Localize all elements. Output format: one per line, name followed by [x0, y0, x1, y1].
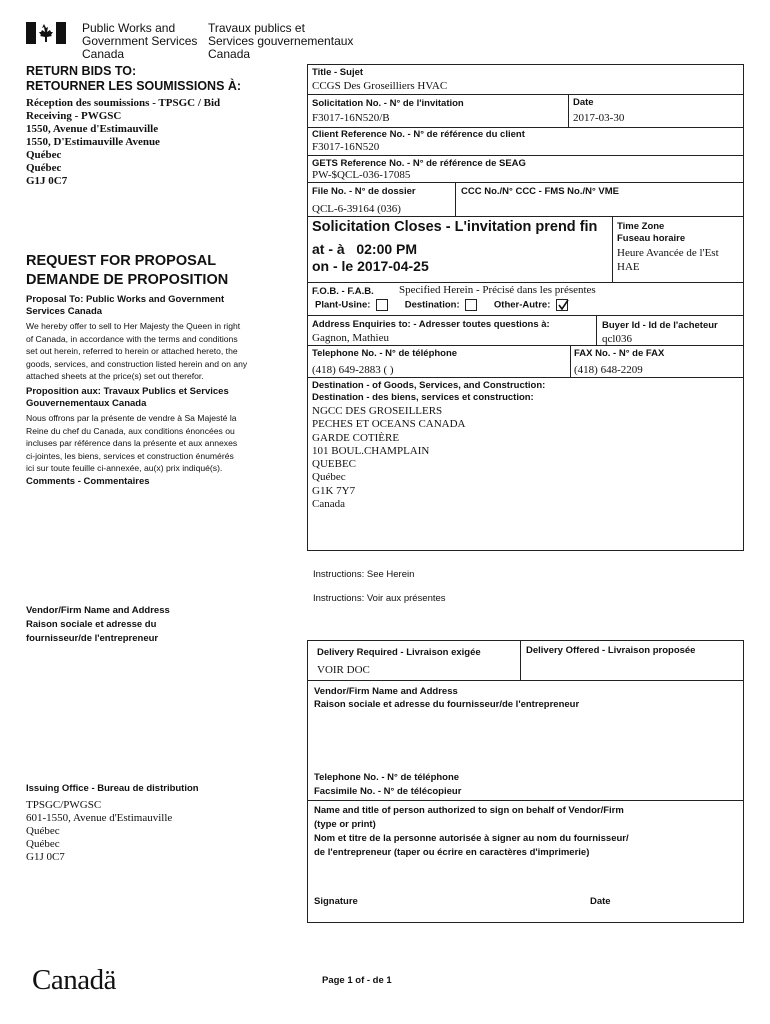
time-zone-value[interactable]: [617, 246, 719, 274]
rfp-title-line: REQUEST FOR PROPOSAL: [26, 253, 217, 269]
address-enquiries-label: Address Enquiries to: - Adresser toutes questions à:: [312, 319, 550, 330]
address-line: Québec: [26, 162, 62, 174]
label-line: Destination - des biens, services et construction:: [312, 392, 534, 403]
address-enquiries-value[interactable]: Gagnon, Mathieu: [312, 332, 389, 344]
label-line: Proposition aux: Travaux Publics et Services: [26, 386, 229, 397]
other-label: Other-Autre:: [493, 299, 551, 311]
dept-fr-line: Services gouvernementaux: [208, 34, 354, 48]
text-line: Reine du chef du Canada, aux conditions énoncées ou: [26, 425, 235, 436]
divider: [455, 182, 456, 216]
delivery-required-value[interactable]: VOIR DOC: [317, 664, 370, 676]
label-line: fournisseur/de l'entrepreneur: [26, 633, 159, 644]
divider: [307, 155, 744, 156]
canada-wordmark: Canadä: [32, 964, 116, 996]
label-line: de l'entrepreneur (taper ou écrire en caractères d'imprimerie): [314, 847, 590, 858]
tel-fax-label: [314, 771, 461, 799]
divider: [307, 680, 744, 681]
value-line: Québec: [312, 471, 346, 484]
checkmark-icon: [557, 299, 569, 311]
vendor-name-label: [314, 685, 579, 711]
dept-en-line: Government Services: [82, 34, 198, 48]
fob-options: [315, 299, 568, 311]
divider: [520, 640, 521, 680]
issuing-office-label: Issuing Office - Bureau de distribution: [26, 783, 199, 794]
dept-en-line: Public Works and: [82, 21, 176, 35]
label-line: Telephone No. - N° de téléphone: [314, 772, 460, 783]
solicitation-value[interactable]: F3017-16N520/B: [312, 112, 390, 124]
label-line: (type or print): [314, 819, 376, 830]
rfp-title: [26, 252, 228, 290]
text-line: incluses par référence dans la présente et aux annexes: [26, 438, 238, 448]
text-line: Nous offrons par la présente de vendre à Sa Majesté la: [26, 413, 237, 423]
text-line: ici sur toute feuille ci-annexée, au(x) prix indiqué(s).: [26, 463, 223, 473]
ccc-number-label: CCC No./N° CCC - FMS No./N° VME: [461, 186, 620, 197]
time-zone-label: [617, 221, 685, 245]
rfp-title-line: DEMANDE DE PROPOSITION: [26, 272, 229, 288]
issuing-office-address: [26, 799, 172, 864]
client-reference-value[interactable]: F3017-16N520: [312, 141, 380, 153]
divider: [596, 315, 597, 345]
destination-goods-value[interactable]: [312, 405, 466, 511]
closing-date: [312, 258, 429, 274]
label-line: Facsimile No. - N° de télécopieur: [314, 786, 462, 797]
solicitation-label: Solicitation No. - N° de l'invitation: [312, 98, 464, 109]
destination-goods-label: [312, 380, 545, 404]
label-line: Services Canada: [26, 306, 103, 317]
address-line: Québec: [26, 825, 60, 837]
value-line: G1K 7Y7: [312, 484, 356, 497]
address-line: 1550, Avenue d'Estimauville: [26, 123, 159, 135]
file-number-value[interactable]: QCL-6-39164 (036): [312, 203, 401, 215]
value-line: PECHES ET OCEANS CANADA: [312, 418, 466, 431]
solicitation-closes-label: Solicitation Closes - L'invitation prend fin: [312, 219, 598, 235]
client-reference-label: Client Reference No. - N° de référence du client: [312, 129, 525, 140]
instructions-en: Instructions: See Herein: [313, 569, 415, 580]
delivery-offered-label: Delivery Offered - Livraison proposée: [526, 645, 696, 656]
value-line: NGCC DES GROSEILLERS: [312, 405, 443, 417]
value-line: HAE: [617, 261, 640, 273]
address-line: 1550, D'Estimauville Avenue: [26, 136, 160, 148]
delivery-required-label: Delivery Required - Livraison exigée: [317, 647, 481, 658]
closing-date-value[interactable]: 2017-04-25: [357, 258, 429, 274]
destination-label: Destination:: [404, 299, 460, 311]
text-line: attached sheets at the price(s) set out therefor.: [26, 371, 204, 381]
divider: [307, 282, 744, 283]
authorized-person-label: [314, 804, 629, 860]
value-line: 101 BOUL.CHAMPLAIN: [312, 444, 430, 457]
divider: [612, 216, 613, 282]
page-number: Page 1 of - de 1: [322, 975, 392, 986]
divider: [307, 216, 744, 217]
fax-label: FAX No. - N° de FAX: [574, 348, 665, 359]
value-line: GARDE COTIÈRE: [312, 431, 400, 444]
vendor-firm-label: [26, 604, 170, 646]
closing-time-value[interactable]: 02:00 PM: [356, 241, 418, 257]
divider: [307, 315, 744, 316]
proposition-label: [26, 386, 229, 410]
proposal-to-label: [26, 294, 224, 318]
divider: [307, 127, 744, 128]
gets-reference-value[interactable]: PW-$QCL-036-17085: [312, 169, 411, 181]
return-bids-address: [26, 97, 220, 188]
divider: [570, 345, 571, 377]
label-line: Nom et titre de la personne autorisée à signer au nom du fournisseur/: [314, 833, 629, 844]
divider: [307, 345, 744, 346]
date-label: Date: [573, 97, 594, 108]
dept-fr-line: Travaux publics et: [208, 21, 305, 35]
fax-value[interactable]: (418) 648-2209: [574, 364, 643, 376]
title-value[interactable]: CCGS Des Groseilliers HVAC: [312, 80, 448, 92]
telephone-value[interactable]: (418) 649-2883 ( ): [312, 364, 394, 376]
address-line: Québec: [26, 149, 62, 161]
fob-value[interactable]: Specified Herein - Précisé dans les présentes: [399, 284, 596, 296]
value-line: QUEBEC: [312, 458, 356, 471]
plant-checkbox[interactable]: [376, 299, 388, 311]
address-line: 601-1550, Avenue d'Estimauville: [26, 812, 173, 824]
divider: [568, 94, 569, 127]
divider: [307, 94, 744, 95]
at-label: at - à: [312, 241, 345, 257]
text-line: goods, services, and construction listed herein and on any: [26, 358, 248, 369]
address-line: Réception des soumissions - TPSGC / Bid: [26, 97, 221, 109]
authorized-person-field[interactable]: [312, 862, 740, 890]
label-line: Raison sociale et adresse du: [26, 619, 157, 630]
gets-reference-label: GETS Reference No. - N° de référence de SEAG: [312, 158, 526, 169]
label-line: Destination - of Goods, Services, and Construction:: [312, 380, 546, 391]
text-line: of Canada, in accordance with the terms and conditions: [26, 333, 238, 344]
value-line: Canada: [312, 498, 345, 511]
file-number-label: File No. - N° de dossier: [312, 186, 416, 197]
label-line: Fuseau horaire: [617, 233, 686, 244]
text-line: ci-jointes, les biens, services et construction énumérés: [26, 450, 234, 461]
signature-date-label: Date: [590, 896, 611, 907]
label-line: Proposal To: Public Works and Government: [26, 294, 225, 305]
address-line: G1J 0C7: [26, 851, 65, 863]
plant-label: Plant-Usine:: [315, 299, 371, 311]
buyer-id-label: Buyer Id - Id de l'acheteur: [602, 320, 718, 331]
text-line: We hereby offer to sell to Her Majesty the Queen in right: [26, 321, 241, 331]
value-line: Heure Avancée de l'Est: [617, 247, 719, 259]
divider: [307, 377, 744, 378]
vendor-name-field[interactable]: [312, 712, 740, 768]
department-name-fr: [208, 22, 353, 61]
label-line: Raison sociale et adresse du fournisseur/de l'entrepreneur: [314, 699, 580, 710]
return-bids-title: [26, 64, 241, 94]
proposition-text: [26, 412, 237, 475]
address-line: Receiving - PWGSC: [26, 110, 122, 122]
label-line: Name and title of person authorized to sign on behalf of Vendor/Firm: [314, 805, 624, 816]
buyer-id-value[interactable]: qcl036: [602, 333, 632, 345]
closing-time: [312, 241, 417, 257]
return-bids-title-line: RETURN BIDS TO:: [26, 64, 137, 78]
address-line: Québec: [26, 838, 60, 850]
date-value[interactable]: 2017-03-30: [573, 112, 625, 124]
dept-en-line: Canada: [82, 47, 125, 61]
label-line: Vendor/Firm Name and Address: [26, 605, 170, 616]
title-label: Title - Sujet: [312, 67, 364, 78]
divider: [307, 182, 744, 183]
fob-label: F.O.B. - F.A.B.: [312, 286, 374, 297]
return-bids-title-line: RETOURNER LES SOUMISSIONS À:: [26, 79, 242, 93]
divider: [307, 800, 744, 801]
address-line: TPSGC/PWGSC: [26, 799, 102, 811]
label-line: Vendor/Firm Name and Address: [314, 686, 458, 697]
text-line: set out herein, referred to herein or attached hereto, the: [26, 346, 238, 356]
label-line: Gouvernementaux Canada: [26, 398, 147, 409]
department-name-en: [82, 22, 197, 61]
instructions-fr: Instructions: Voir aux présentes: [313, 593, 446, 604]
telephone-label: Telephone No. - N° de téléphone: [312, 348, 458, 359]
address-line: G1J 0C7: [26, 175, 68, 187]
comments-label: Comments - Commentaires: [26, 476, 150, 487]
signature-label: Signature: [314, 896, 358, 907]
other-checkbox[interactable]: [556, 299, 568, 311]
label-line: Time Zone: [617, 221, 665, 232]
destination-checkbox[interactable]: [465, 299, 477, 311]
proposal-to-text: [26, 320, 247, 383]
on-label: on - le: [312, 258, 354, 274]
dept-fr-line: Canada: [208, 47, 251, 61]
canada-flag-icon: [26, 22, 66, 44]
